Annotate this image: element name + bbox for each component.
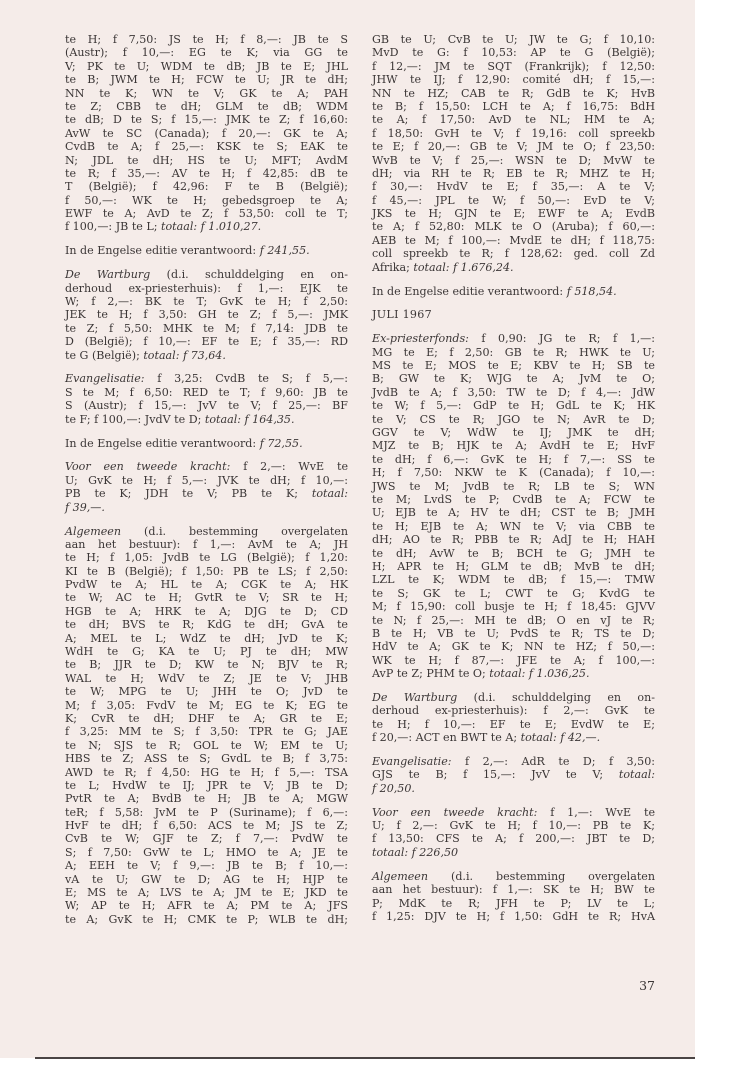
text-line: Voor een tweede kracht: f 2,—: WvE te	[65, 460, 349, 474]
text-line: S (Austr); f 15,—: JvV te V; f 25,—: BF	[65, 399, 348, 413]
paragraph	[372, 285, 655, 298]
paragraph	[372, 332, 655, 680]
text-line: In de Engelse editie verantwoord: f 241,55.	[65, 244, 310, 258]
text-line: f 1,25: DJV te H; f 1,50: GdH te R; HvA	[372, 909, 655, 923]
paragraph	[372, 870, 655, 924]
italic-text: Evangelisatie:	[65, 372, 145, 386]
text-line: PvdW te A; HL te A; CGK te A; HK	[65, 578, 348, 592]
text-line: te A; f 52,80: MLK te O (Aruba); f 60,—:	[372, 220, 655, 234]
text-line: H; APR te H; GLM te dB; MvB te dH;	[372, 559, 655, 573]
italic-text: Voor een tweede kracht:	[372, 805, 538, 819]
text-line: W; f 2,—: BK te T; GvK te H; f 2,50:	[65, 295, 348, 309]
text-line: coll spreekb te R; f 128,62: ged. coll Zd	[372, 247, 655, 261]
italic-text: Algemeen	[65, 524, 122, 538]
italic-text: f 20,50.	[372, 781, 415, 795]
page-number: 37	[639, 978, 655, 993]
text-line: f 18,50: GvH te V; f 19,16: coll spreekb	[372, 126, 655, 140]
text-line: te Z; f 5,50: MHK te M; f 7,14: JDB te	[65, 321, 348, 335]
text-line: M; f 15,90: coll busje te H; f 18,45: GJVV	[372, 600, 655, 614]
text-line: te H; f 10,—: EF te E; EvdW te E;	[372, 717, 655, 731]
text-line: NN te HZ; CAB te R; GdB te K; HvB	[372, 86, 655, 100]
italic-text: f 241,55.	[259, 244, 310, 258]
text-line: GJS te B; f 15,—: JvV te V; totaal:	[372, 768, 655, 782]
paragraph	[65, 244, 348, 257]
text-line: LZL te K; WDM te dB; f 15,—: TMW	[372, 573, 655, 587]
text-line: AEB te M; f 100,—: MvdE te dH; f 118,75:	[372, 233, 655, 247]
text-line: AvW te SC (Canada); f 20,—: GK te A;	[65, 126, 348, 140]
italic-text: totaal: f 1.676,24.	[413, 260, 514, 274]
text-line: f 20,—: ACT en BWT te A; totaal: f 42,—.	[372, 731, 601, 745]
text-line: te dH; AvW te B; BCH te G; JMH te	[372, 546, 655, 560]
paragraph	[372, 806, 655, 860]
text-line: M; f 3,05: FvdV te M; EG te K; EG te	[65, 698, 348, 712]
text-line	[65, 501, 348, 514]
text-line: U; GvK te H; f 5,—: JVK te dH; f 10,—:	[65, 473, 348, 487]
italic-text: De Wartburg	[65, 268, 151, 282]
text-line: f 12,—: JM te SQT (Frankrijk); f 12,50:	[372, 59, 655, 73]
italic-text: totaal: f 226,50	[372, 845, 459, 859]
text-line: HGB te A; HRK te A; DJG te D; CD	[65, 604, 348, 618]
italic-text: De Wartburg	[372, 690, 458, 704]
text-line: Algemeen (d.i. bestemming overgelaten	[65, 524, 348, 538]
text-line: PvtR te A; BvdB te H; JB te A; MGW	[65, 792, 348, 806]
text-line: te F; f 100,—: JvdV te D; totaal: f 164,35.	[65, 412, 295, 426]
italic-text: totaal: f 1.010,27.	[161, 220, 262, 234]
italic-text: totaal: f 164,35.	[204, 412, 295, 426]
text-line: MS te E; MOS te E; KBV te H; SB te	[372, 359, 655, 373]
text-line: vA te U; GW te D; AG te H; HJP te	[65, 872, 348, 886]
text-line: WdH te G; KA te U; PJ te dH; MW	[65, 645, 348, 659]
text-line: V; PK te U; WDM te dB; JB te E; JHL	[65, 59, 348, 73]
italic-text: totaal:	[311, 487, 348, 501]
text-line: te W; AC te H; GvtR te V; SR te H;	[65, 591, 348, 605]
italic-text: totaal:	[618, 768, 655, 782]
text-line: derhoud ex-priesterhuis): f 1,—: EJK te	[65, 281, 348, 295]
text-line: HvF te dH; f 6,50: ACS te M; JS te Z;	[65, 819, 348, 833]
text-line: HBS te Z; ASS te S; GvdL te B; f 3,75:	[65, 752, 348, 766]
text-line: te N; SJS te R; GOL te W; EM te U;	[65, 738, 348, 752]
text-line: te E; f 20,—: GB te V; JM te O; f 23,50:	[372, 140, 655, 154]
text-line: Algemeen (d.i. bestemming overgelaten	[372, 869, 655, 883]
text-line: WK te H; f 87,—: JFE te A; f 100,—:	[372, 653, 655, 667]
text-line: te H; f 1,05: JvdB te LG (België); f 1,20:	[65, 551, 348, 565]
italic-text: f 39,—.	[65, 500, 105, 514]
text-line: CvdB te A; f 25,—: KSK te S; EAK te	[65, 140, 348, 154]
text-line: GB te U; CvB te U; JW te G; f 10,10:	[372, 33, 655, 46]
text-line: In de Engelse editie verantwoord: f 518,54.	[372, 284, 617, 298]
text-line: derhoud ex-priesterhuis): f 2,—: GvK te	[372, 704, 655, 718]
text-line: JEK te H; f 3,50: GH te Z; f 5,—: JMK	[65, 308, 348, 322]
text-line: Evangelisatie: f 2,—: AdR te D; f 3,50:	[372, 755, 655, 769]
italic-text: Evangelisatie:	[372, 755, 452, 769]
text-line: JHW te IJ; f 12,90: comité dH; f 15,—:	[372, 73, 655, 87]
italic-text: totaal: f 1.036,25.	[489, 667, 590, 681]
paragraph	[65, 372, 348, 426]
text-line: De Wartburg (d.i. schulddelging en on-	[372, 690, 656, 704]
text-line: WAL te H; WdV te Z; JE te V; JHB	[65, 671, 348, 685]
text-line: K; CvR te dH; DHF te A; GR te E;	[65, 711, 348, 725]
text-line: te W; f 5,—: GdP te H; GdL te K; HK	[372, 399, 655, 413]
text-line: GGV te V; WdW te IJ; JMK te dH;	[372, 426, 655, 440]
text-line: te A; f 17,50: AvD te NL; HM te A;	[372, 113, 655, 127]
text-line: Ex-priesterfonds: f 0,90: JG te R; f 1,—:	[372, 332, 655, 346]
text-line: te B; f 15,50: LCH te A; f 16,75: BdH	[372, 99, 655, 113]
text-line	[372, 846, 655, 859]
italic-text: Voor een tweede kracht:	[65, 460, 231, 474]
text-line: In de Engelse editie verantwoord: f 72,55.	[65, 436, 303, 450]
text-line: MvD te G: f 10,53: AP te G (België);	[372, 46, 655, 60]
page-bottom-edge	[35, 1057, 695, 1059]
text-line: Evangelisatie: f 3,25: CvdB te S; f 5,—:	[65, 372, 348, 386]
text-line: te L; HvdW te IJ; JPR te V; JB te D;	[65, 778, 348, 792]
text-line: U; EJB te A; HV te dH; CST te B; JMH	[372, 506, 655, 520]
text-line: te R; f 35,—: AV te H; f 42,85: dB te	[65, 166, 348, 180]
text-line: S; f 7,50: GvW te L; HMO te A; JE te	[65, 845, 348, 859]
text-line: JWS te M; JvdB te R; LB te S; WN	[372, 479, 655, 493]
text-line: f 50,—: WK te H; gebedsgroep te A;	[65, 193, 348, 207]
text-line: WvB te V; f 25,—: WSN te D; MvW te	[372, 153, 655, 167]
text-line: P; MdK te R; JFH te P; LV te L;	[372, 896, 655, 910]
text-line: te dH; f 6,—: GvK te H; f 7,—: SS te	[372, 452, 655, 466]
text-line: te W; MPG te U; JHH te O; JvD te	[65, 685, 348, 699]
text-line: te dB; D te S; f 15,—: JMK te Z; f 16,60:	[65, 113, 348, 127]
paragraph	[65, 437, 348, 450]
text-line: CvB te W; GJF te Z; f 7,—: PvdW te	[65, 832, 348, 846]
text-line: Voor een tweede kracht: f 1,—: WvE te	[372, 805, 656, 819]
paragraph	[65, 268, 348, 362]
italic-text: f 518,54.	[566, 284, 617, 298]
text-line: D (België); f 10,—: EF te E; f 35,—: RD	[65, 335, 348, 349]
text-line: W; AP te H; AFR te A; PM te A; JFS	[65, 899, 348, 913]
paragraph	[65, 525, 348, 927]
text-line: U; f 2,—: GvK te H; f 10,—: PB te K;	[372, 819, 655, 833]
text-line: te G (België); totaal: f 73,64.	[65, 348, 226, 362]
text-line: T (België); f 42,96: F te B (België);	[65, 180, 348, 194]
text-line: f 100,—: JB te L; totaal: f 1.010,27.	[65, 220, 262, 234]
text-line: H; f 7,50: NKW te K (Canada); f 10,—:	[372, 466, 655, 480]
text-line: De Wartburg (d.i. schulddelging en on-	[65, 268, 349, 282]
text-line: JvdB te A; f 3,50: TW te D; f 4,—: JdW	[372, 385, 655, 399]
text-line: EWF te A; AvD te Z; f 53,50: coll te T;	[65, 207, 348, 221]
text-line: Afrika; totaal: f 1.676,24.	[372, 260, 514, 274]
text-line: te dH; BVS te R; KdG te dH; GvA te	[65, 618, 348, 632]
left-column	[65, 33, 348, 937]
text-line: S te M; f 6,50: RED te T; f 9,60: JB te	[65, 385, 348, 399]
text-line: dH; AO te R; PBB te R; AdJ te H; HAH	[372, 533, 655, 547]
text-line: A; MEL te L; WdZ te dH; JvD te K;	[65, 631, 348, 645]
text-line: KI te B (België); f 1,50: PB te LS; f 2,50:	[65, 564, 348, 578]
text-line: MG te E; f 2,50: GB te R; HWK te U;	[372, 345, 655, 359]
text-line: AvP te Z; PHM te O; totaal: f 1.036,25.	[372, 667, 590, 681]
text-line: aan het bestuur): f 1,—: SK te H; BW te	[372, 883, 655, 897]
section-heading: JULI 1967	[372, 308, 433, 322]
text-line: JKS te H; GJN te E; EWF te A; EvdB	[372, 207, 655, 221]
text-line: B; GW te K; WJG te A; JvM te O;	[372, 372, 655, 386]
text-line: HdV te A; GK te K; NN te HZ; f 50,—:	[372, 640, 655, 654]
text-line: te S; GK te L; CWT te G; KvdG te	[372, 586, 655, 600]
text-line: te H; EJB te A; WN te V; via CBB te	[372, 519, 655, 533]
text-line: NN te K; WN te V; GK te A; PAH	[65, 86, 348, 100]
text-line: f 30,—: HvdV te E; f 35,—: A te V;	[372, 180, 655, 194]
text-line: MJZ te B; HJK te A; AvdH te E; HvF	[372, 439, 655, 453]
paragraph	[372, 33, 655, 274]
text-line: te N; f 25,—: MH te dB; O en vJ te R;	[372, 613, 655, 627]
text-line: f 13,50: CFS te A; f 200,—: JBT te D;	[372, 832, 655, 846]
italic-text: Ex-priesterfonds:	[372, 332, 469, 346]
paragraph	[65, 460, 348, 514]
text-line: aan het bestuur): f 1,—: AvM te A; JH	[65, 537, 348, 551]
text-line: te M; LvdS te P; CvdB te A; FCW te	[372, 493, 655, 506]
text-line: B te H; VB te U; PvdS te R; TS te D;	[372, 626, 655, 640]
text-line: te B; JWM te H; FCW te U; JR te dH;	[65, 73, 348, 87]
text-line: te B; JJR te D; KW te N; BJV te R;	[65, 658, 348, 672]
text-line: E; MS te A; LVS te A; JM te E; JKD te	[65, 886, 348, 900]
text-line: teR; f 5,58: JvM te P (Suriname); f 6,—:	[65, 805, 348, 819]
text-line: dH; via RH te R; EB te R; MHZ te H;	[372, 166, 655, 180]
text-line: te A; GvK te H; CMK te P; WLB te dH;	[65, 912, 348, 926]
text-line: N; JDL te dH; HS te U; MFT; AvdM	[65, 153, 348, 167]
italic-text: f 72,55.	[259, 436, 303, 450]
text-line: AWD te R; f 4,50: HG te H; f 5,—: TSA	[65, 765, 348, 779]
text-line: PB te K; JDH te V; PB te K; totaal:	[65, 487, 348, 501]
text-line: te Z; CBB te dH; GLM te dB; WDM	[65, 99, 348, 113]
text-line: te V; CS te R; JGO te N; AvR te D;	[372, 412, 655, 426]
italic-text: totaal: f 42,—.	[520, 731, 601, 745]
text-line: te H; f 7,50: JS te H; f 8,—: JB te S	[65, 33, 348, 46]
paragraph	[372, 691, 655, 745]
italic-text: Algemeen	[372, 869, 429, 883]
paragraph	[65, 33, 348, 234]
text-line	[372, 782, 655, 795]
italic-text: totaal: f 73,64.	[143, 348, 226, 362]
text-line: (Austr); f 10,—: EG te K; via GG te	[65, 46, 348, 60]
text-line: f 3,25: MM te S; f 3,50: TPR te G; JAE	[65, 725, 348, 739]
text-line: A; EEH te V; f 9,—: JB te B; f 10,—:	[65, 859, 348, 873]
paragraph	[372, 755, 655, 795]
text-line: f 45,—: JPL te W; f 50,—: EvD te V;	[372, 193, 655, 207]
right-column	[372, 33, 655, 934]
